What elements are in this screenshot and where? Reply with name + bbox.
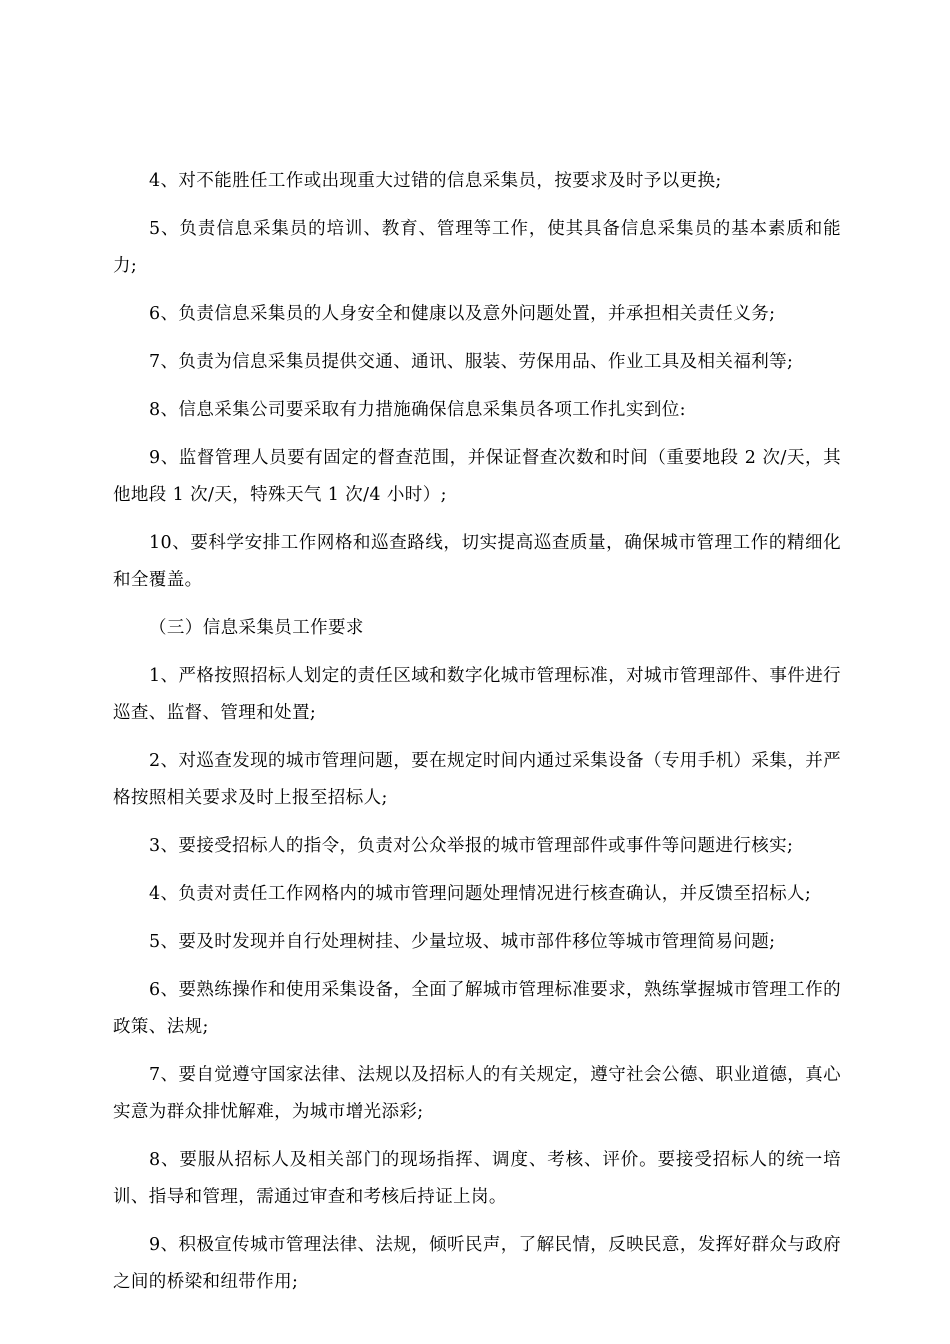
paragraph-requirement-4: 4、负责对责任工作网格内的城市管理问题处理情况进行核查确认，并反馈至招标人; [149,884,812,904]
paragraph-supplier-9: 9、监督管理人员要有固定的督查范围，并保证督查次数和时间（重要地段 2 次/天，其他地段 1 次/天，特殊天气 1 次/4 小时）; [113,448,841,505]
paragraph-supplier-6: 6、负责信息采集员的人身安全和健康以及意外问题处置，并承担相关责任义务; [149,304,776,324]
paragraph-requirement-3: 3、要接受招标人的指令，负责对公众举报的城市管理部件或事件等问题进行核实; [149,836,794,856]
section-heading: （三）信息采集员工作要求 [149,618,364,638]
paragraph-requirement-1: 1、严格按照招标人划定的责任区域和数字化城市管理标准，对城市管理部件、事件进行巡查、监督、管理和处置; [113,666,841,723]
paragraph-requirement-9: 9、积极宣传城市管理法律、法规，倾听民声，了解民情，反映民意，发挥好群众与政府之间的桥梁和纽带作用; [113,1235,841,1292]
paragraph-supplier-8: 8、信息采集公司要采取有力措施确保信息采集员各项工作扎实到位: [149,400,686,420]
paragraph-requirement-8: 8、要服从招标人及相关部门的现场指挥、调度、考核、评价。要接受招标人的统一培训、指导和管理，需通过审查和考核后持证上岗。 [113,1150,841,1207]
paragraph-requirement-2: 2、对巡查发现的城市管理问题，要在规定时间内通过采集设备（专用手机）采集，并严格按照相关要求及时上报至招标人; [113,751,841,808]
paragraph-supplier-4: 4、对不能胜任工作或出现重大过错的信息采集员，按要求及时予以更换; [149,171,722,191]
paragraph-supplier-5: 5、负责信息采集员的培训、教育、管理等工作，使其具备信息采集员的基本素质和能力; [113,219,841,276]
paragraph-requirement-5: 5、要及时发现并自行处理树挂、少量垃圾、城市部件移位等城市管理简易问题; [149,932,776,952]
paragraph-supplier-10: 10、要科学安排工作网格和巡查路线，切实提高巡查质量，确保城市管理工作的精细化和全覆盖。 [113,533,841,590]
paragraph-supplier-7: 7、负责为信息采集员提供交通、通讯、服装、劳保用品、作业工具及相关福利等; [149,352,794,372]
paragraph-requirement-6: 6、要熟练操作和使用采集设备，全面了解城市管理标准要求，熟练掌握城市管理工作的政策、法规; [113,980,841,1037]
paragraph-requirement-7: 7、要自觉遵守国家法律、法规以及招标人的有关规定，遵守社会公德、职业道德，真心实意为群众排忧解难，为城市增光添彩; [113,1065,841,1122]
document-page [113,163,841,1312]
